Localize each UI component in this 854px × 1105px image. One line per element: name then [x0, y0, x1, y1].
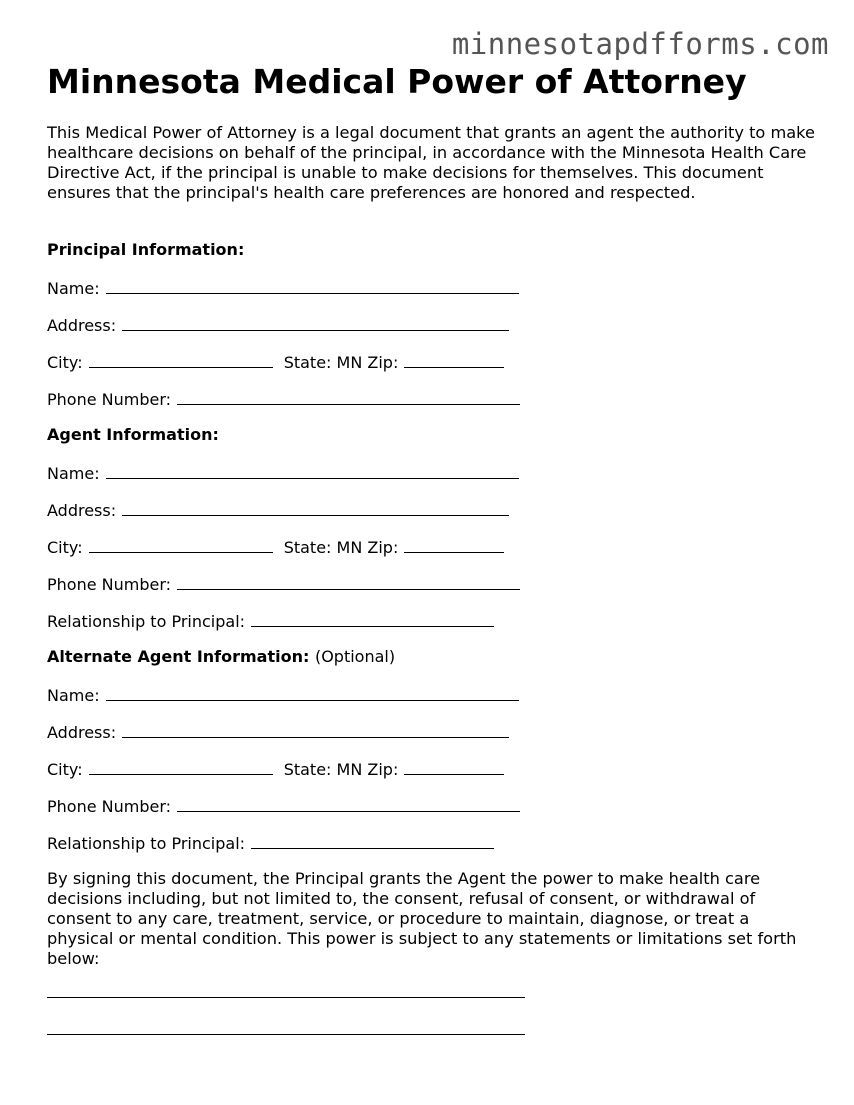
alternate-city-label: City:: [47, 760, 83, 779]
agent-city-label: City:: [47, 538, 83, 557]
principal-city-field[interactable]: [89, 351, 273, 368]
principal-phone-row: [47, 388, 817, 425]
principal-zip-field[interactable]: [404, 351, 504, 368]
principal-address-field[interactable]: [122, 314, 509, 331]
agent-zip-label: Zip:: [367, 538, 399, 557]
agent-phone-row: [47, 573, 817, 610]
alternate-name-row: [47, 684, 817, 721]
alternate-phone-row: [47, 795, 817, 832]
principal-city-label: City:: [47, 353, 83, 372]
alternate-phone-field[interactable]: [177, 795, 520, 812]
agent-relationship-row: [47, 610, 817, 647]
agent-name-field[interactable]: [106, 462, 519, 479]
document-title: Minnesota Medical Power of Attorney: [47, 62, 747, 101]
principal-phone-field[interactable]: [177, 388, 520, 405]
alternate-zip-label: Zip:: [367, 760, 399, 779]
watermark: minnesotapdfforms.com: [451, 27, 829, 61]
alternate-relationship-label: Relationship to Principal:: [47, 834, 246, 853]
agent-city-row: [47, 536, 817, 573]
alternate-city-field[interactable]: [89, 758, 273, 775]
alternate-state-label: State: MN: [283, 760, 363, 779]
principal-phone-label: Phone Number:: [47, 390, 172, 409]
principal-heading: Principal Information:: [47, 240, 245, 259]
agent-relationship-field[interactable]: [251, 610, 494, 627]
principal-name-label: Name:: [47, 279, 100, 298]
alternate-address-row: [47, 721, 817, 758]
limitations-line-1[interactable]: [47, 997, 525, 998]
agent-name-label: Name:: [47, 464, 100, 483]
principal-address-row: [47, 314, 817, 351]
agent-relationship-label: Relationship to Principal:: [47, 612, 246, 631]
principal-city-row: [47, 351, 817, 388]
alternate-agent-heading-text: Alternate Agent Information:: [47, 647, 310, 666]
alternate-address-field[interactable]: [122, 721, 509, 738]
intro-paragraph: This Medical Power of Attorney is a legal document that grants an agent the authority to make healthcare decisions on behalf of the principal, in accordance with the Minnesota Health Care Directive Act, if the principal is unable to make decisions for themselves. This document ensures that the principal's health care preferences are honored and respected.: [47, 123, 815, 202]
alternate-address-label: Address:: [47, 723, 117, 742]
powers-statement: By signing this document, the Principal grants the Agent the power to make health care decisions including, but not limited to, the consent, refusal of consent, or withdrawal of consent to any care, treatment, service, or procedure to maintain, diagnose, or treat a physical or mental condition. This power is subject to any statements or limitations set forth below:: [47, 869, 797, 968]
principal-name-row: [47, 277, 817, 314]
agent-city-field[interactable]: [89, 536, 273, 553]
principal-zip-label: Zip:: [367, 353, 399, 372]
agent-heading: Agent Information:: [47, 425, 219, 444]
alternate-relationship-row: [47, 832, 817, 869]
principal-state-label: State: MN: [283, 353, 363, 372]
agent-address-field[interactable]: [122, 499, 509, 516]
agent-address-label: Address:: [47, 501, 117, 520]
agent-name-row: [47, 462, 817, 499]
agent-state-label: State: MN: [283, 538, 363, 557]
principal-address-label: Address:: [47, 316, 117, 335]
principal-name-field[interactable]: [106, 277, 519, 294]
alternate-agent-heading: [47, 647, 817, 684]
agent-address-row: [47, 499, 817, 536]
alternate-name-label: Name:: [47, 686, 100, 705]
limitations-line-2[interactable]: [47, 1034, 525, 1035]
agent-zip-field[interactable]: [404, 536, 504, 553]
agent-phone-label: Phone Number:: [47, 575, 172, 594]
alternate-phone-label: Phone Number:: [47, 797, 172, 816]
alternate-city-row: [47, 758, 817, 795]
alternate-relationship-field[interactable]: [251, 832, 494, 849]
form-body: [47, 240, 817, 969]
agent-phone-field[interactable]: [177, 573, 520, 590]
alternate-agent-optional-note: (Optional): [314, 647, 396, 666]
alternate-name-field[interactable]: [106, 684, 519, 701]
alternate-zip-field[interactable]: [404, 758, 504, 775]
